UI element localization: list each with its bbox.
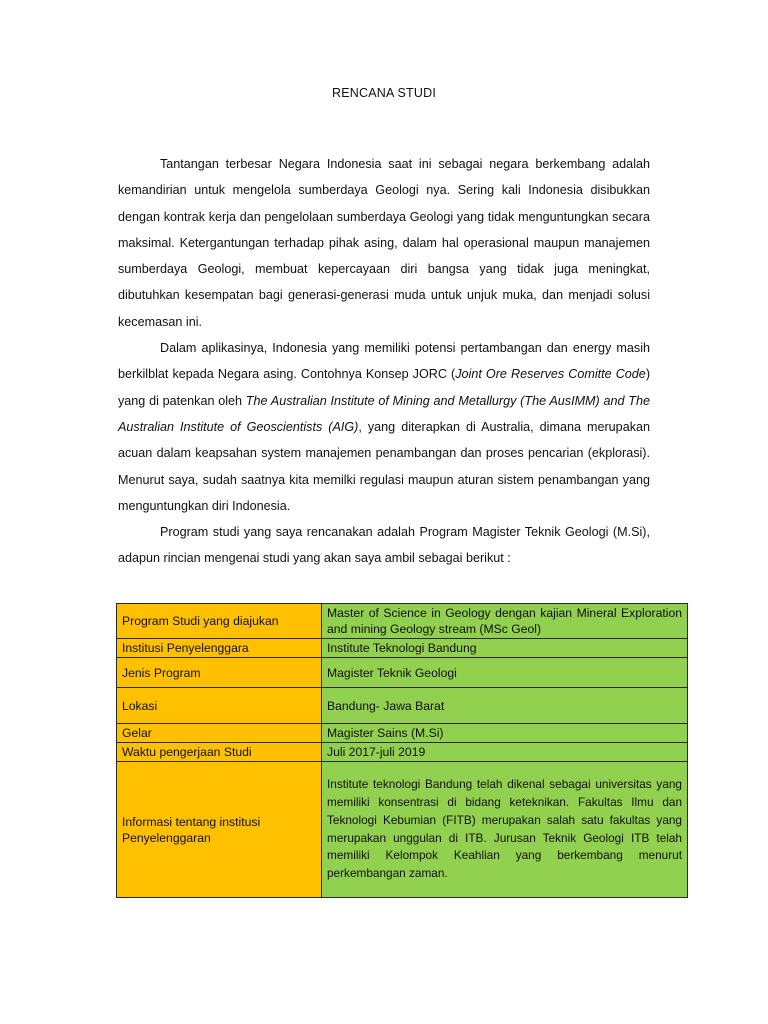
paragraph-1: Tantangan terbesar Negara Indonesia saat ini sebagai negara berkembang adalah kemandirian untuk mengelola sumberdaya Geologi nya. Sering kali Indonesia disibukkan dengan kontrak kerja dan pengelolaan sumberdaya Geologi yang tidak menguntungkan secara maksimal. Ketergantungan terhadap pihak asing, dalam hal operasional maupun manajemen sumberdaya Geologi, membuat kepercayaan diri bangsa yang tidak juga meningkat, dibutuhkan kesempatan bagi generasi-generasi muda untuk unjuk muka, dan menjadi solusi kecemasan ini. [118,157,650,329]
table-label-cell: Program Studi yang diajukan [117,604,322,639]
table-value-cell: Magister Teknik Geologi [322,658,688,688]
table-label-cell: Waktu pengerjaan Studi [117,743,322,762]
table-row [117,762,688,898]
table-value-cell: Master of Science in Geology dengan kajian Mineral Exploration and mining Geology stream (MSc Geol) [322,604,688,639]
document-title: RENCANA STUDI [331,86,436,100]
paragraph-3: Program studi yang saya rencanakan adalah Program Magister Teknik Geologi (M.Si), adapun rincian mengenai studi yang akan saya ambil sebagai berikut : [118,525,650,566]
table-value-cell: Institute teknologi Bandung telah dikenal sebagai universitas yang memiliki konsentrasi di bidang keteknikan. Fakultas Ilmu dan Teknologi Kebumian (FITB) merupakan salah satu fakultas yang merupakan unggulan di ITB. Jurusan Teknik Geologi ITB telah memiliki Kelompok Keahlian yang berkembang menurut perkembangan zaman. [322,762,688,898]
table-row [117,724,688,743]
table-label-cell: Informasi tentang institusi Penyelenggaran [117,762,322,898]
table-label-cell: Institusi Penyelenggara [117,639,322,658]
table-row [117,604,688,639]
table-label-cell: Jenis Program [117,658,322,688]
document-body [118,151,650,572]
table-value-cell: Juli 2017-juli 2019 [322,743,688,762]
paragraph-2-italic-jorc: Joint Ore Reserves Comitte Code [455,367,646,382]
table-row [117,688,688,724]
table-value-cell: Institute Teknologi Bandung [322,639,688,658]
table-row [117,658,688,688]
table-row [117,743,688,762]
table-value-cell: Magister Sains (M.Si) [322,724,688,743]
table-label-cell: Gelar [117,724,322,743]
table-label-cell: Lokasi [117,688,322,724]
table-value-cell: Bandung- Jawa Barat [322,688,688,724]
table-row [117,639,688,658]
paragraph-2 [118,335,650,519]
paragraph-2-italic-institutes: The Australian Institute of Mining and Metallurgy (The AusIMM) and The Australian Institute of Geoscientists (AIG) [118,393,650,434]
paragraph-2-text-e: , yang diterapkan di Australia, dimana merupakan acuan dalam keapsahan system manajemen penambangan dan proses pencarian (ekplorasi). Menurut saya, sudah saatnya kita memilki regulasi maupun aturan sistem penambangan yang menguntungkan diri Indonesia. [118,419,650,513]
study-plan-table [116,603,688,898]
paragraph-2-text-c: ) yang di patenkan oleh [118,367,651,408]
paragraph-2-text-a: Dalam aplikasinya, Indonesia yang memiliki potensi pertambangan dan energy masih berkilblat kepada Negara asing. Contohnya Konsep JORC ( [118,341,650,382]
